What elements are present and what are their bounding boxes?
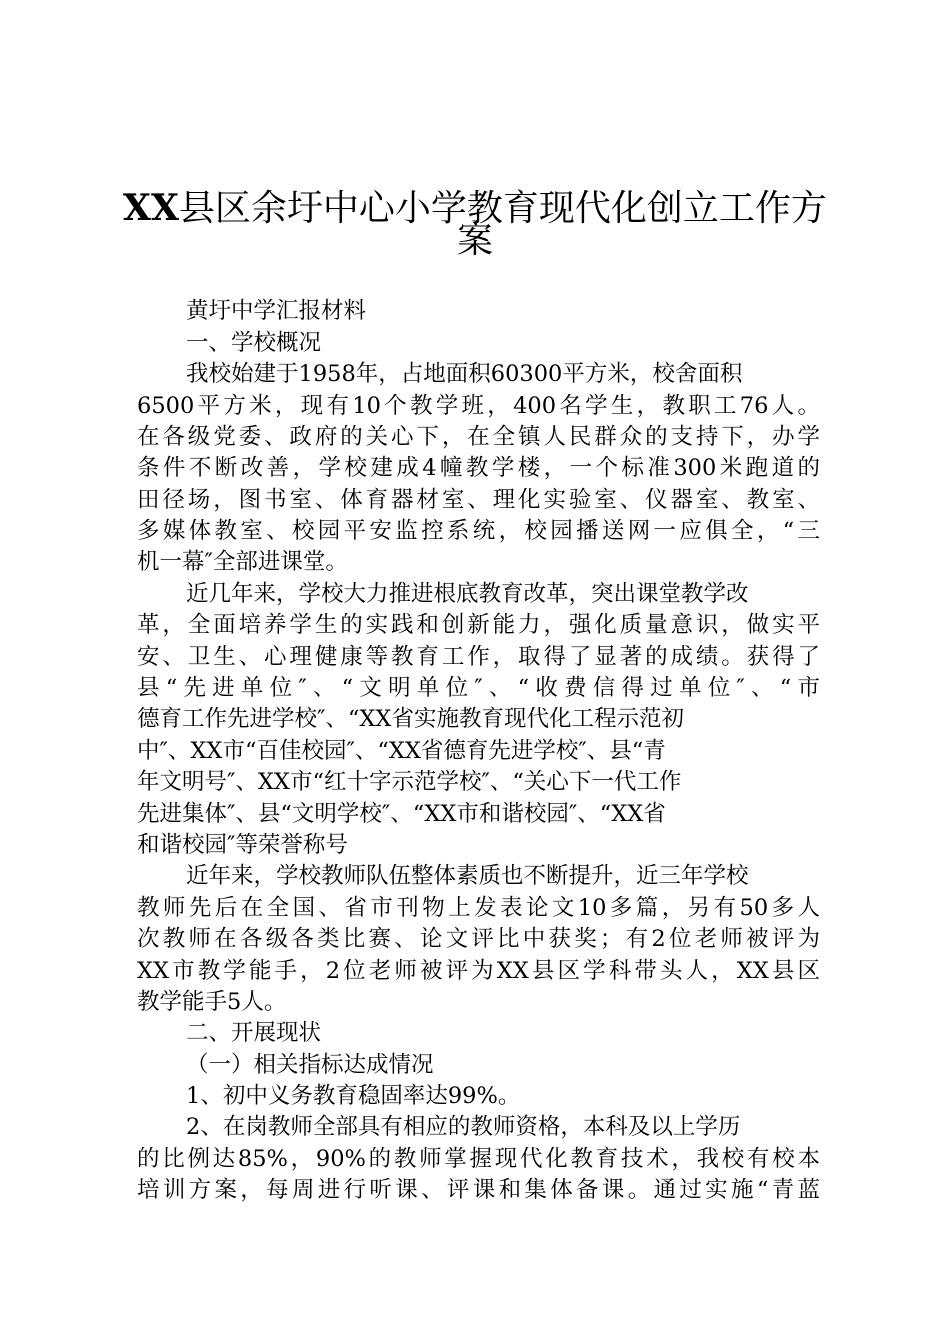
title-rest: 县区余圩中心小学教育现代化创立工作方 (178, 188, 827, 229)
paragraph-line: 年文明号″、XX市“红十字示范学校″、“关心下一代工作 (137, 769, 682, 795)
paragraph-line: 的比例达85%，90%的教师掌握现代化教育技术，我校有校本 (137, 1146, 820, 1172)
paragraph-line: 多媒体教室、校园平安监控系统，校园播送网一应俱全，“三 (137, 518, 820, 544)
paragraph-line: 德育工作先进学校″、“XX省实施教育现代化工程示范初 (137, 706, 684, 732)
paragraph-line: 田径场，图书室、体育器材室、理化实验室、仪器室、教室、 (137, 487, 820, 513)
title-bold-prefix: XX (123, 187, 179, 229)
paragraph-line: 条件不断改善，学校建成4幢教学楼，一个标准300米跑道的 (137, 455, 820, 481)
paragraph-line: 机一幕″全部进课堂。 (137, 549, 348, 575)
subsection-heading: （一）相关指标达成情况 (186, 1052, 434, 1078)
paragraph-line: 中″、XX市“百佳校园″、“XX省德育先进学校″、县“青 (137, 738, 666, 764)
paragraph-line: 在各级党委、政府的关心下，在全镇人民群众的支持下，办学 (137, 424, 820, 450)
paragraph-line: 和谐校园″等荣誉称号 (137, 832, 348, 858)
paragraph-line: 我校始建于1958年，占地面积60300平方米，校舍面积 (186, 361, 743, 387)
paragraph-line: 次教师在各级各类比赛、论文评比中获奖；有2位老师被评为 (137, 926, 820, 952)
paragraph-line: 安、卫生、心理健康等教育工作，取得了显著的成绩。获得了 (137, 644, 820, 670)
paragraph-line: 先进集体″、县“文明学校″、“XX市和谐校园″、“XX省 (137, 801, 666, 827)
paragraph-line: 培训方案，每周进行听课、评课和集体备课。通过实施“青蓝 (137, 1177, 820, 1203)
paragraph-line: 教师先后在全国、省市刊物上发表论文10多篇，另有50多人 (137, 895, 820, 921)
paragraph-line: 教学能手5人。 (137, 989, 287, 1015)
paragraph-line: 近几年来，学校大力推进根底教育改革，突出课堂教学改 (186, 581, 749, 607)
paragraph-line: 革，全面培养学生的实践和创新能力，强化质量意识，做实平 (137, 612, 820, 638)
list-item: 2、在岗教师全部具有相应的教师资格，本科及以上学历 (186, 1114, 741, 1140)
paragraph-line: XX市教学能手，2位老师被评为XX县区学科带头人，XX县区 (137, 958, 820, 984)
paragraph-line: 近年来，学校教师队伍整体素质也不断提升，近三年学校 (186, 863, 749, 889)
section-heading: 一、学校概况 (186, 330, 322, 356)
paragraph-line: 6500平方米，现有10个教学班，400名学生，教职工76人。 (137, 393, 820, 419)
document-title-line-2: 案 (456, 220, 493, 261)
section-heading: 二、开展现状 (186, 1020, 322, 1046)
list-item: 1、初中义务教育稳固率达99%。 (186, 1083, 521, 1109)
subtitle: 黄圩中学汇报材料 (186, 298, 367, 324)
paragraph-line: 县“先进单位″、“文明单位″、“收费信得过单位″、“市 (137, 675, 820, 701)
